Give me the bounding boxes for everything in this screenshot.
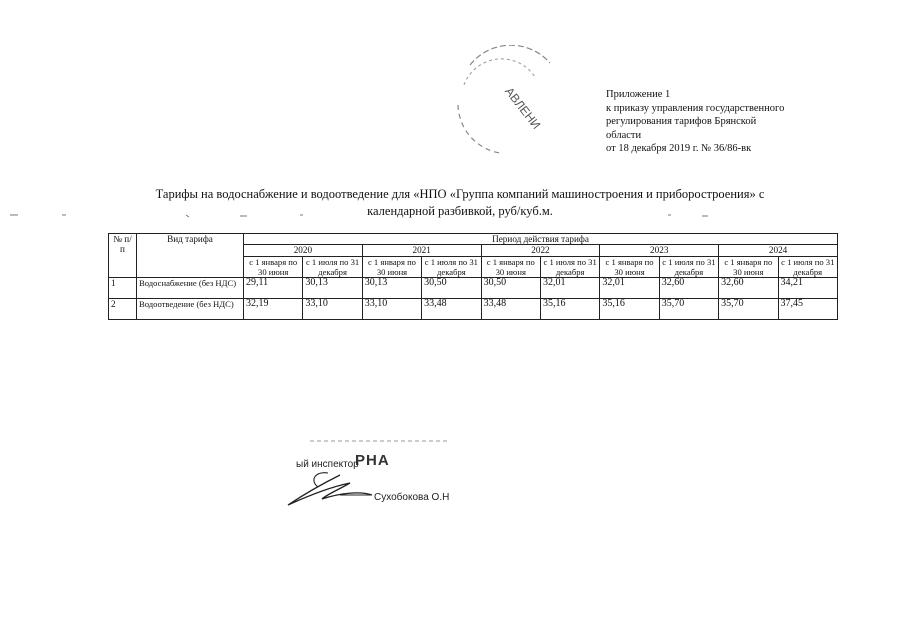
tariff-value: 35,16 xyxy=(600,299,659,320)
appendix-line: регулирования тарифов Брянской xyxy=(606,116,757,127)
header-year: 2024 xyxy=(719,245,838,256)
header-half-year: с 1 июля по 31 декабря xyxy=(778,256,837,277)
signature-stamp-text: РНА xyxy=(355,452,390,469)
header-half-year: с 1 января по 30 июня xyxy=(719,256,778,277)
signature-role: ый инспектор xyxy=(296,459,359,470)
tariff-value: 35,70 xyxy=(659,299,718,320)
signature-graphic xyxy=(280,435,480,515)
header-half-year: с 1 января по 30 июня xyxy=(362,256,421,277)
table-row xyxy=(109,299,838,320)
tariff-value: 33,10 xyxy=(362,299,421,320)
header-half-year: с 1 января по 30 июня xyxy=(600,256,659,277)
header-num: № п/п xyxy=(109,234,137,278)
tariff-value: 35,16 xyxy=(540,299,599,320)
tariff-table xyxy=(108,233,838,320)
header-year: 2023 xyxy=(600,245,719,256)
tariff-value: 35,70 xyxy=(719,299,778,320)
header-half-year: с 1 июля по 31 декабря xyxy=(422,256,481,277)
tariff-value: 30,13 xyxy=(362,278,421,299)
tariff-value: 30,50 xyxy=(481,278,540,299)
appendix-note xyxy=(606,88,846,156)
tariff-value: 30,13 xyxy=(303,278,362,299)
row-num: 1 xyxy=(109,278,137,299)
tariff-value: 37,45 xyxy=(778,299,837,320)
tariff-value: 29,11 xyxy=(244,278,303,299)
appendix-line: к приказу управления государственного xyxy=(606,102,785,114)
signature-name: Сухобокова О.Н xyxy=(374,492,450,503)
tariff-value: 33,48 xyxy=(481,299,540,320)
header-type: Вид тарифа xyxy=(137,234,244,278)
tariff-value: 33,10 xyxy=(303,299,362,320)
table-row xyxy=(109,278,838,299)
header-half-year: с 1 июля по 31 декабря xyxy=(540,256,599,277)
tariff-value: 32,60 xyxy=(719,278,778,299)
header-half-year: с 1 января по 30 июня xyxy=(481,256,540,277)
header-year: 2020 xyxy=(244,245,363,256)
appendix-line: Приложение 1 xyxy=(606,89,671,100)
row-type: Водоснабжение (без НДС) xyxy=(137,278,244,299)
tariff-value: 34,21 xyxy=(778,278,837,299)
title-line-2: календарной разбивкой, руб/куб.м. xyxy=(367,204,553,218)
header-half-year: с 1 июля по 31 декабря xyxy=(659,256,718,277)
header-year: 2022 xyxy=(481,245,600,256)
header-half-year: с 1 января по 30 июня xyxy=(244,256,303,277)
row-type: Водоотведение (без НДС) xyxy=(137,299,244,320)
tariff-value: 33,48 xyxy=(422,299,481,320)
row-num: 2 xyxy=(109,299,137,320)
tariff-value: 30,50 xyxy=(422,278,481,299)
appendix-line: области xyxy=(606,129,642,141)
title-line-1: Тарифы на водоснабжение и водоотведение для «НПО «Группа компаний машиностроения и приборостроения» с xyxy=(155,187,765,201)
scan-artifacts xyxy=(0,205,905,225)
header-year: 2021 xyxy=(362,245,481,256)
appendix-line: от 18 декабря 2019 г. № 36/86-вк xyxy=(606,143,752,154)
tariff-value: 32,01 xyxy=(600,278,659,299)
official-stamp xyxy=(440,45,570,160)
header-period: Период действия тарифа xyxy=(244,234,838,245)
tariff-value: 32,19 xyxy=(244,299,303,320)
stamp-text: АВЛЕНИ xyxy=(502,84,544,132)
tariff-value: 32,60 xyxy=(659,278,718,299)
header-half-year: с 1 июля по 31 декабря xyxy=(303,256,362,277)
tariff-value: 32,01 xyxy=(540,278,599,299)
